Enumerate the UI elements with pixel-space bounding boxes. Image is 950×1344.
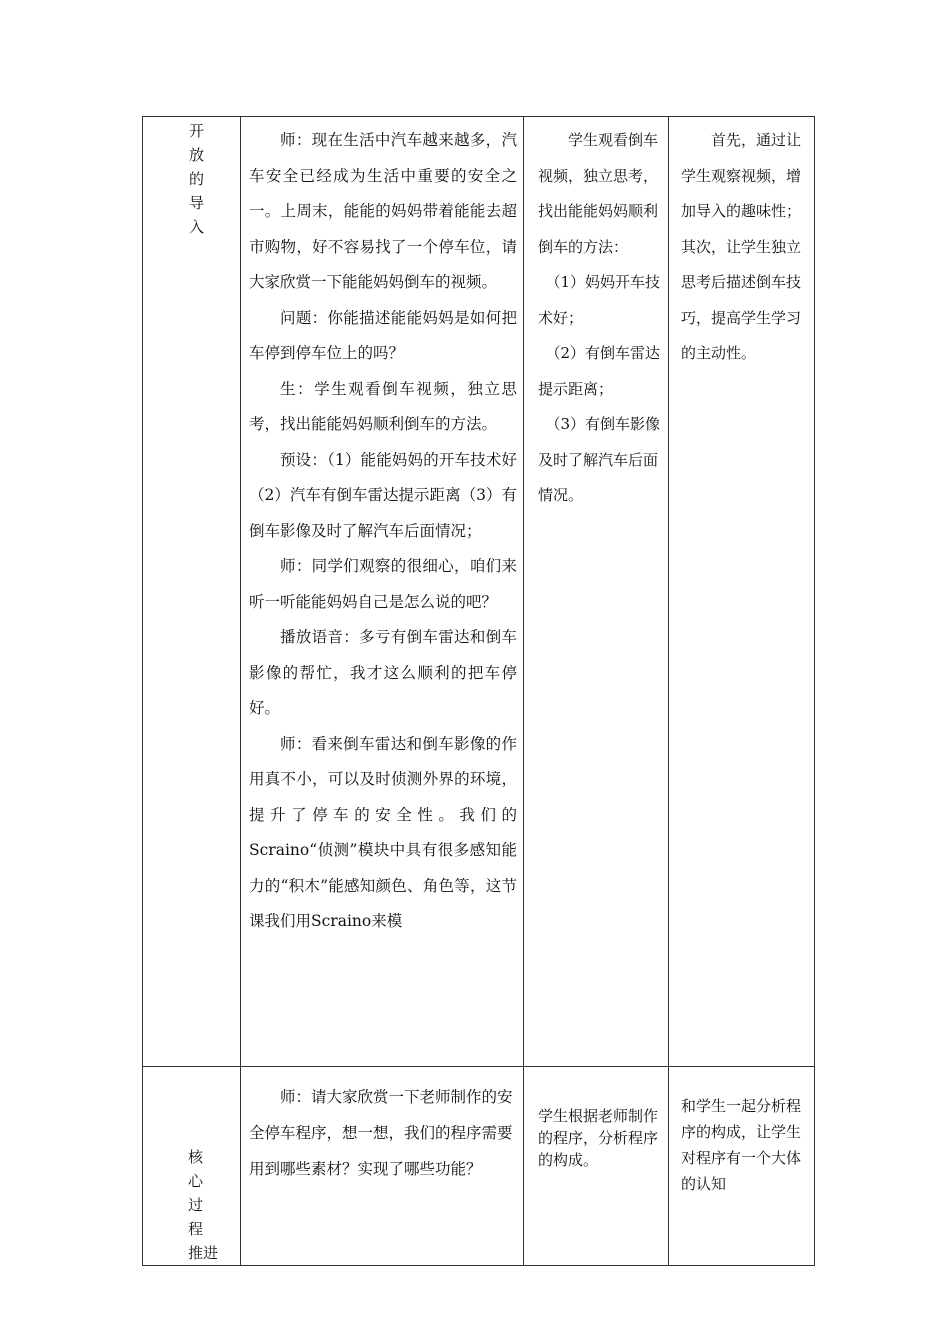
- student-activity-cell: [524, 1067, 669, 1266]
- stage-cell: [143, 1067, 247, 1266]
- paragraph: 学生观看倒车视频，独立思考，找出能能妈妈顺利倒车的方法：: [538, 131, 659, 256]
- paragraph: 师：请大家欣赏一下老师制作的安全停车程序，想一想，我们的程序需要用到哪些素材？实现了哪些功能？: [249, 1088, 513, 1178]
- paragraph: （1）妈妈开车技术好；: [538, 273, 661, 327]
- paragraph: 师：现在生活中汽车越来越多，汽车安全已经成为生活中重要的安全之一。上周末，能能的妈妈带着能能去超市购物，好不容易找了一个停车位，请大家欣赏一下能能妈妈倒车的视频。: [249, 131, 517, 291]
- lesson-plan-table: [142, 116, 815, 1266]
- paragraph: 学生根据老师制作的程序，分析程序的构成。: [538, 1107, 659, 1169]
- paragraph: 师：同学们观察的很细心，咱们来听一听能能妈妈自己是怎么说的吧？: [249, 557, 517, 611]
- stage-label: 开 放 的 导 入: [189, 122, 248, 236]
- paragraph: 问题：你能描述能能妈妈是如何把车停到停车位上的吗？: [249, 308, 517, 362]
- paragraph: （3）有倒车影像及时了解汽车后面情况。: [538, 415, 661, 504]
- paragraph: 和学生一起分析程序的构成，让学生对程序有一个大体的认知: [681, 1097, 802, 1193]
- teacher-activity-cell: [241, 117, 524, 1067]
- stage-label: 核 心 过 程 推进: [188, 1148, 247, 1262]
- paragraph: 播放语音：多亏有倒车雷达和倒车影像的帮忙，我才这么顺利的把车停好。: [249, 628, 517, 717]
- design-intent-cell: [669, 117, 815, 1067]
- table-row: [143, 117, 815, 1067]
- paragraph: 首先，通过让学生观察视频，增加导入的趣味性；其次，让学生独立思考后描述倒车技巧，提高学生学习的主动性。: [681, 131, 802, 362]
- paragraph: （2）有倒车雷达提示距离；: [538, 344, 661, 398]
- teacher-activity-cell: [241, 1067, 524, 1266]
- table-row: [143, 1067, 815, 1266]
- paragraph: 生：学生观看倒车视频，独立思考，找出能能妈妈顺利倒车的方法。: [249, 379, 517, 433]
- paragraph: 师：看来倒车雷达和倒车影像的作用真不小，可以及时侦测外界的环境，提升了停车的安全性。我们的Scraino“侦测”模块中具有很多感知能力的“积木”能感知颜色、角色等，这节课我们用Scraino来模: [249, 734, 517, 930]
- paragraph: 预设：（1）能能妈妈的开车技术好（2）汽车有倒车雷达提示距离（3）有倒车影像及时了解汽车后面情况；: [249, 450, 517, 540]
- student-activity-cell: [524, 117, 669, 1067]
- stage-cell: [143, 117, 248, 1067]
- design-intent-cell: [669, 1067, 815, 1266]
